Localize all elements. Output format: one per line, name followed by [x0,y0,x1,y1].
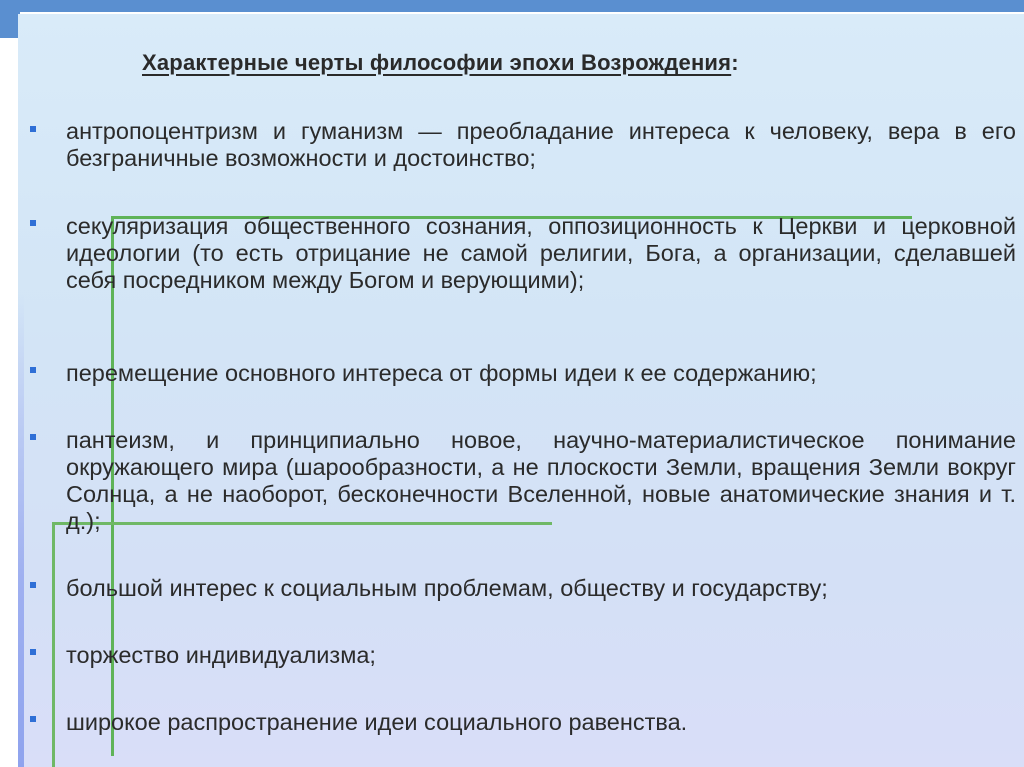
square-bullet-icon [30,126,36,132]
square-bullet-icon [30,716,36,722]
square-bullet-icon [30,649,36,655]
list-item [66,213,1016,294]
bullet-list [18,14,1024,767]
list-item [66,360,1016,387]
square-bullet-icon [30,220,36,226]
square-bullet-icon [30,434,36,440]
list-item [66,427,1016,535]
header-bar [0,0,1024,12]
list-item [66,709,1016,736]
slide-title-text: Характерные черты философии эпохи Возрождения [142,50,732,75]
header-bar-tab [0,12,20,38]
list-item [66,642,1016,669]
list-item-text: секуляризация общественного сознания, оппозиционность к Церкви и церковной идеологии (то есть отрицание не самой религии, Бога, а организации, сделавшей себя посредником между Богом и верующими); [66,213,1016,293]
slide-title-colon: : [731,50,739,75]
slide [18,14,1024,767]
square-bullet-icon [30,367,36,373]
square-bullet-icon [30,582,36,588]
list-item-text: пантеизм, и принципиально новое, научно-материалистическое понимание окружающего мира (шарообразности, а не плоскости Земли, вращения Земли вокруг Солнца, а не наоборот, бесконечности Вселенной, новые анатомические знания и т. д.); [66,427,1016,534]
list-item-text: торжество индивидуализма; [66,642,376,668]
list-item [66,118,1016,172]
list-item-text: широкое распространение идеи социального равенства. [66,709,688,735]
list-item-text: большой интерес к социальным проблемам, обществу и государству; [66,575,828,601]
list-item-text: перемещение основного интереса от формы идеи к ее содержанию; [66,360,817,386]
list-item [66,575,1016,602]
list-item-text: антропоцентризм и гуманизм — преобладание интереса к человеку, вера в его безграничные возможности и достоинство; [66,118,1016,171]
